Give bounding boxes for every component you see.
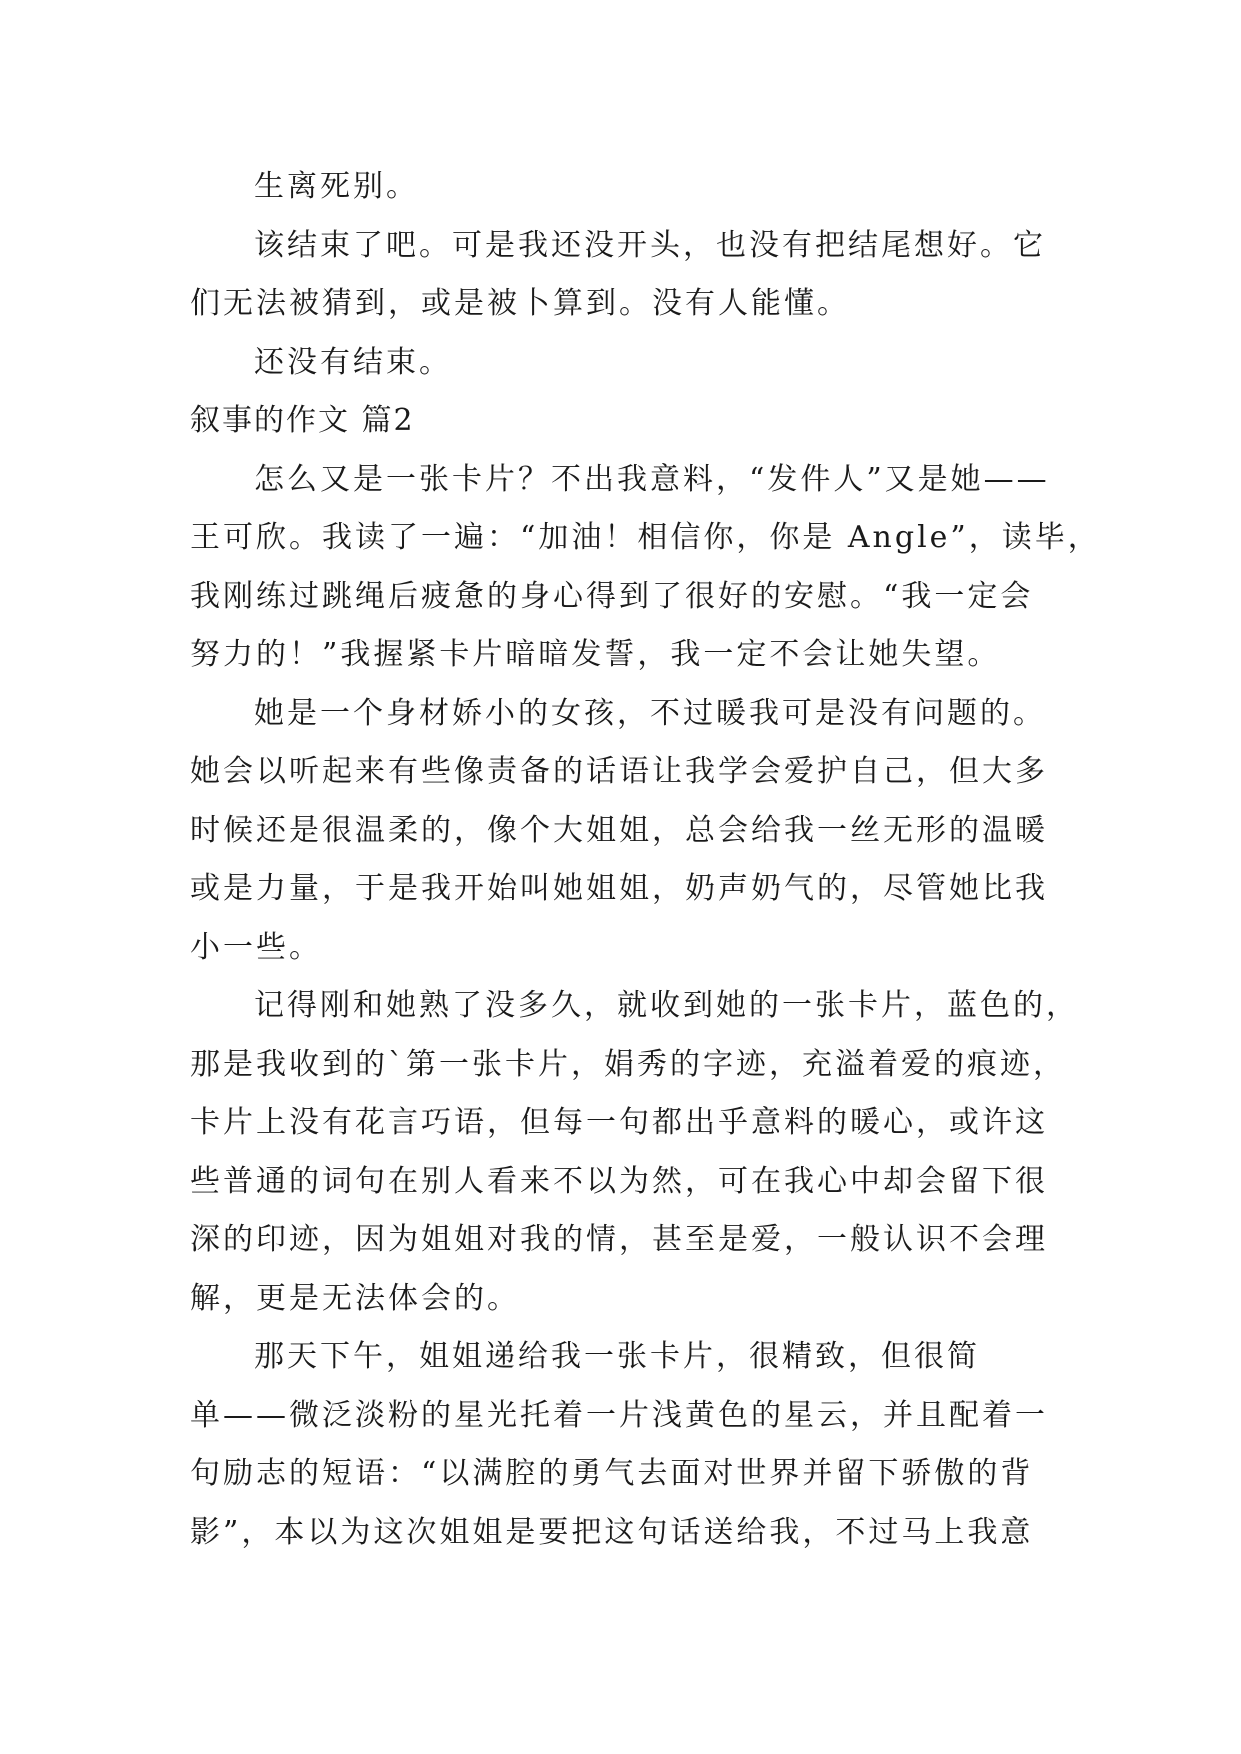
- text-line: 或是力量，于是我开始叫她姐姐，奶声奶气的，尽管她比我: [190, 871, 1048, 906]
- paragraph-card: [190, 451, 1101, 685]
- essay-body: [190, 158, 1101, 1562]
- paragraph-still-going: [190, 334, 1070, 393]
- paragraph-description: [190, 685, 1070, 978]
- text-line: 句励志的短语：“以满腔的勇气去面对世界并留下骄傲的背: [190, 1456, 1034, 1491]
- text-line: 该结束了吧。可是我还没开头，也没有把结尾想好。它: [254, 227, 1046, 263]
- text-line: 王可欣。我读了一遍：“加油！相信你，你是 Angle”，读毕，: [190, 520, 1101, 555]
- text-line: 深的印迹，因为姐姐对我的情，甚至是爱，一般认识不会理: [190, 1222, 1048, 1257]
- text-line: 小一些。: [190, 929, 322, 965]
- text-line: 时候还是很温柔的，像个大姐姐，总会给我一丝无形的温暖: [190, 812, 1048, 848]
- text-line: 卡片上没有花言巧语，但每一句都出乎意料的暖心，或许这: [190, 1105, 1048, 1140]
- paragraph-ending: [190, 158, 1070, 217]
- text-line: 她会以听起来有些像责备的话语让我学会爱护自己，但大多: [190, 754, 1048, 789]
- text-line: 们无法被猜到，或是被卜算到。没有人能懂。: [190, 286, 850, 321]
- text-line: 记得刚和她熟了没多久，就收到她的一张卡片，蓝色的，: [254, 988, 1079, 1023]
- paragraph-not-finished: [190, 217, 1070, 334]
- text-line: 努力的！”我握紧卡片暗暗发誓，我一定不会让她失望。: [190, 637, 1001, 672]
- text-line: 那天下午，姐姐递给我一张卡片，很精致，但很简: [254, 1339, 980, 1374]
- text-line: 生离死别。: [254, 169, 419, 204]
- paragraph-first-card: [190, 977, 1079, 1328]
- text-line: 我刚练过跳绳后疲惫的身心得到了很好的安慰。“我一定会: [190, 578, 1034, 614]
- text-line: 影”，本以为这次姐姐是要把这句话送给我，不过马上我意: [190, 1514, 1034, 1550]
- text-line: 单——微泛淡粉的星光托着一片浅黄色的星云，并且配着一: [190, 1397, 1048, 1433]
- text-line: 解，更是无法体会的。: [190, 1280, 520, 1316]
- text-line: 她是一个身材娇小的女孩，不过暖我可是没有问题的。: [254, 695, 1046, 731]
- paragraph-afternoon: [190, 1328, 1070, 1562]
- text-line: 那是我收到的`第一张卡片，娟秀的字迹，充溢着爱的痕迹，: [190, 1046, 1066, 1082]
- text-line: 怎么又是一张卡片？不出我意料，“发件人”又是她——: [254, 461, 1050, 497]
- text-line: 还没有结束。: [254, 344, 452, 380]
- text-line: 些普通的词句在别人看来不以为然，可在我心中却会留下很: [190, 1163, 1048, 1199]
- heading-text: 叙事的作文 篇2: [190, 403, 415, 438]
- section-heading: [190, 392, 1070, 451]
